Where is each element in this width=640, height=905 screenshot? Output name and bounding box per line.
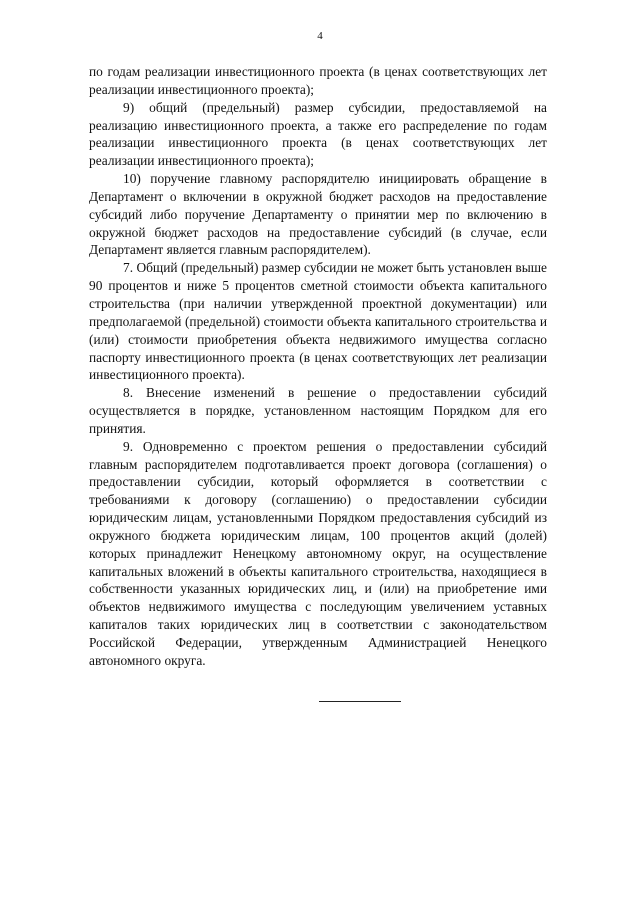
document-body [89, 63, 547, 670]
paragraph-clause-8: 8. Внесение изменений в решение о предоставлении субсидий осуществляется в порядке, установленном настоящим Порядком для его принятия. [89, 385, 547, 436]
end-divider-line [319, 701, 401, 702]
paragraph-clause-7: 7. Общий (предельный) размер субсидии не может быть установлен выше 90 процентов и ниже 5 процентов сметной стоимости объекта капитального строительства (при наличии утвержденной проектной документации) или предполагаемой (предельной) стоимости объекта капитального строительства и (или) стоимости приобретения объекта недвижимого имущества согласно паспорту инвестиционного проекта (в ценах соответствующих лет реализации инвестиционного проекта). [89, 260, 547, 383]
page-number: 4 [317, 30, 323, 42]
paragraph-clause-9: 9. Одновременно с проектом решения о предоставлении субсидий главным распорядителем подготавливается проект договора (соглашения) о предоставлении субсидии, который оформляется в соответствии с требованиями к договору (соглашению) о предоставлении субсидии юридическим лицам, установленными Порядком предоставления субсидий из окружного бюджета юридическим лицам, 100 процентов акций (долей) которых принадлежит Ненецкому автономному округ, на осуществление капитальных вложений в объекты капитального строительства, находящиеся в собственности указанных юридических лиц, и (или) на приобретение ими объектов недвижимого имущества с последующим увеличением уставных капиталов таких юридических лиц в соответствии с законодательством Российской Федерации, утвержденным Администрацией Ненецкого автономного округа. [89, 438, 547, 668]
paragraph-item-10: 10) поручение главному распорядителю инициировать обращение в Департамент о включении в окружной бюджет расходов на предоставление субсидий либо поручение Департаменту о принятии мер по включению в окружной бюджет расходов на предоставление субсидий (в случае, если Департамент является главным распорядителем). [89, 171, 547, 258]
paragraph-item-9: 9) общий (предельный) размер субсидии, предоставляемой на реализацию инвестиционного проекта, а также его распределение по годам реализации инвестиционного проекта (в ценах соответствующих лет реализации инвестиционного проекта); [89, 99, 547, 169]
paragraph-continuation: по годам реализации инвестиционного проекта (в ценах соответствующих лет реализации инвестиционного проекта); [89, 64, 547, 97]
